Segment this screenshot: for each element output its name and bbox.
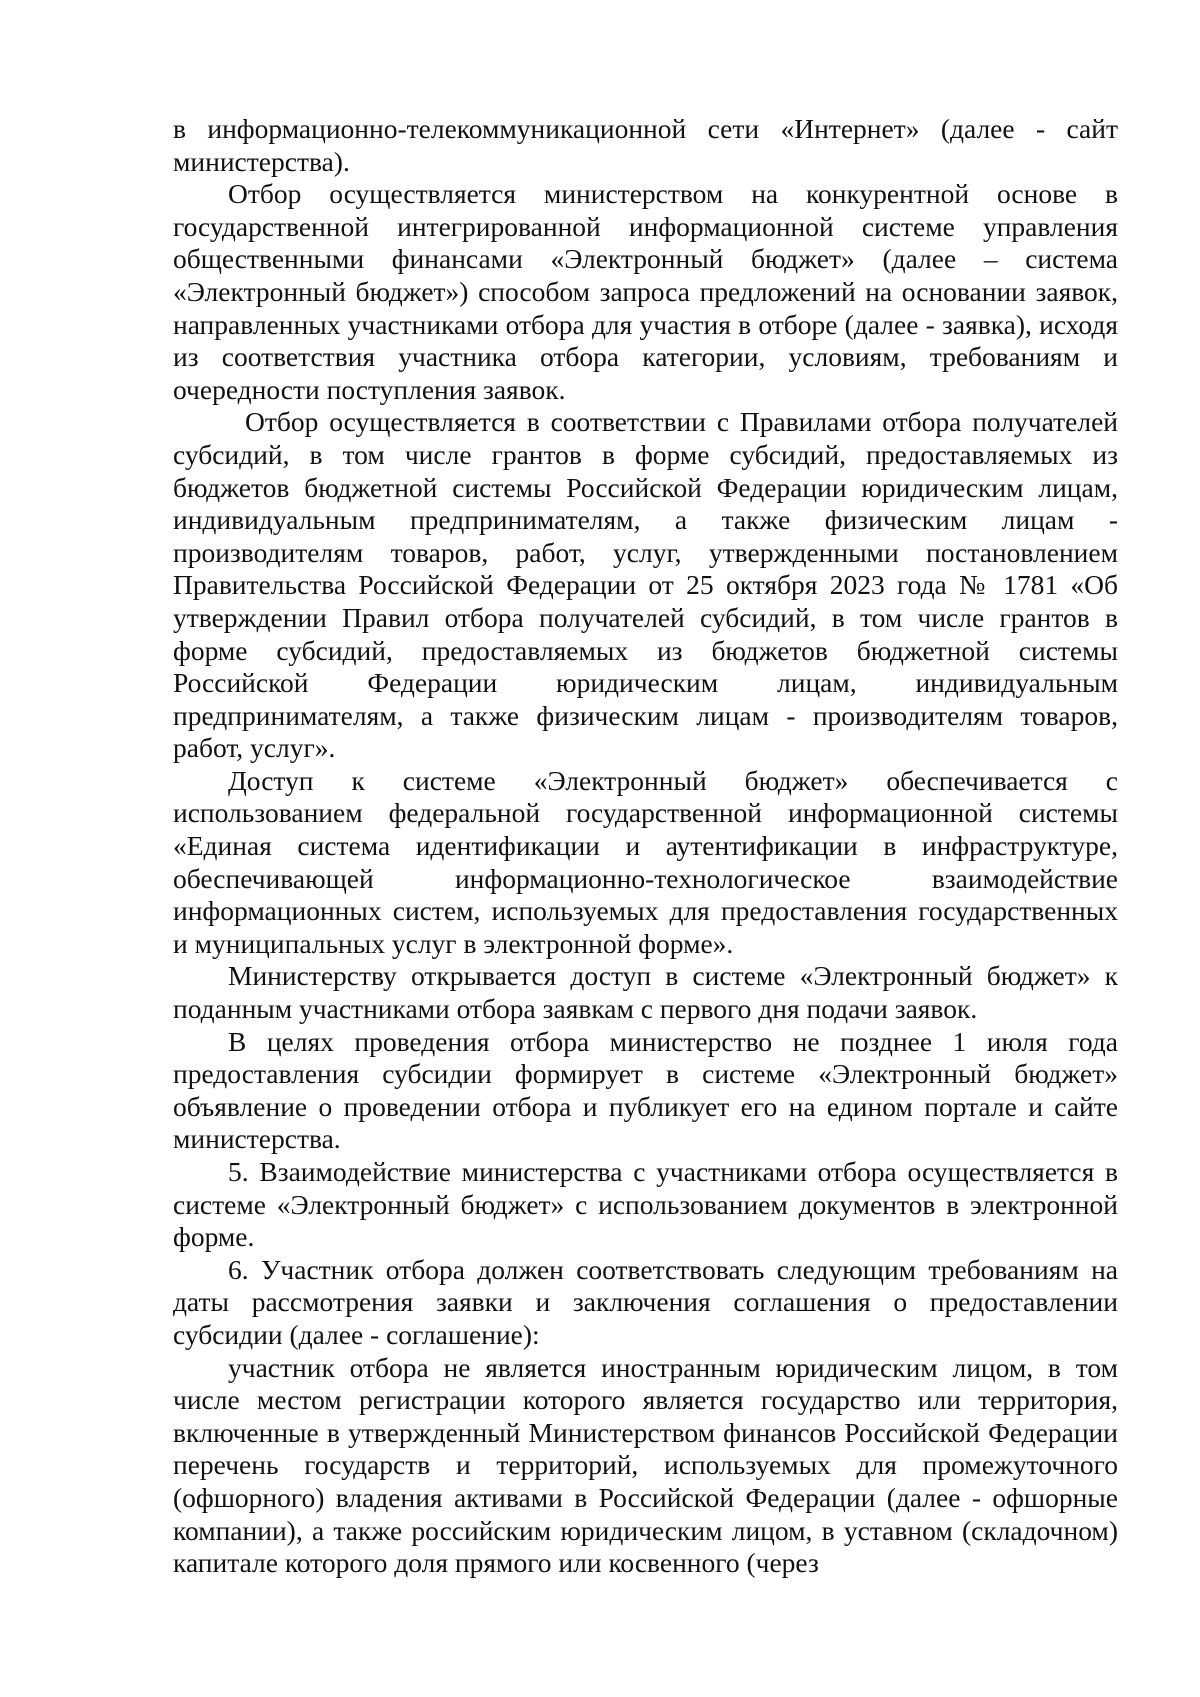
paragraph-website-definition: в информационно-телекоммуникационной сети «Интернет» (далее - сайт министерства). [173, 113, 1118, 177]
paragraph-selection-method: Отбор осуществляется министерством на конкурентной основе в государственной интегрированной информационной системе управления общественными финансами «Электронный бюджет» (далее – система «Электронный бюджет») способом запроса предложений на основании заявок, направленных участниками отбора для участия в отборе (далее - заявка), исходя из соответствия участника отбора категории, условиям, требованиям и очередности поступления заявок. [173, 178, 1118, 405]
paragraph-foreign-entity-requirement: участник отбора не является иностранным юридическим лицом, в том числе местом регистрации которого является государство или территория, включенные в утвержденный Министерством финансов Российской Федерации перечень государств и территорий, используемых для промежуточного (офшорного) владения активами в Российской Федерации (далее - офшорные компании), а также российским юридическим лицом, в уставном (складочном) капитале которого доля прямого или косвенного (через [173, 1351, 1118, 1579]
paragraph-selection-rules: Отбор осуществляется в соответствии с Правилами отбора получателей субсидий, в том числе грантов в форме субсидий, предоставляемых из бюджетов бюджетной системы Российской Федерации юридическим лицам, индивидуальным предпринимателям, а также физическим лицам - производителям товаров, работ, услуг, утвержденными постановлением Правительства Российской Федерации от 25 октября 2023 года № 1781 «Об утверждении Правил отбора получателей субсидий, в том числе грантов в форме субсидий, предоставляемых из бюджетов бюджетной системы Российской Федерации юридическим лицам, индивидуальным предпринимателям, а также физическим лицам - производителям товаров, работ, услуг». [173, 406, 1118, 764]
paragraph-system-access: Доступ к системе «Электронный бюджет» обеспечивается с использованием федеральной государственной информационной системы «Единая система идентификации и аутентификации в инфраструктуре, обеспечивающей информационно-технологическое взаимодействие информационных систем, используемых для предоставления государственных и муниципальных услуг в электронной форме». [173, 764, 1118, 959]
paragraph-ministry-access: Министерству открывается доступ в системе «Электронный бюджет» к поданным участниками отбора заявкам с первого дня подачи заявок. [173, 960, 1118, 1025]
paragraph-item-6: 6. Участник отбора должен соответствовать следующим требованиям на даты рассмотрения заявки и заключения соглашения о предоставлении субсидии (далее - соглашение): [173, 1253, 1118, 1350]
paragraph-item-5: 5. Взаимодействие министерства с участниками отбора осуществляется в системе «Электронный бюджет» с использованием документов в электронной форме. [173, 1156, 1118, 1253]
document-body [173, 113, 1118, 1580]
paragraph-announcement: В целях проведения отбора министерство не позднее 1 июля года предоставления субсидии формирует в системе «Электронный бюджет» объявление о проведении отбора и публикует его на едином портале и сайте министерства. [173, 1025, 1118, 1155]
